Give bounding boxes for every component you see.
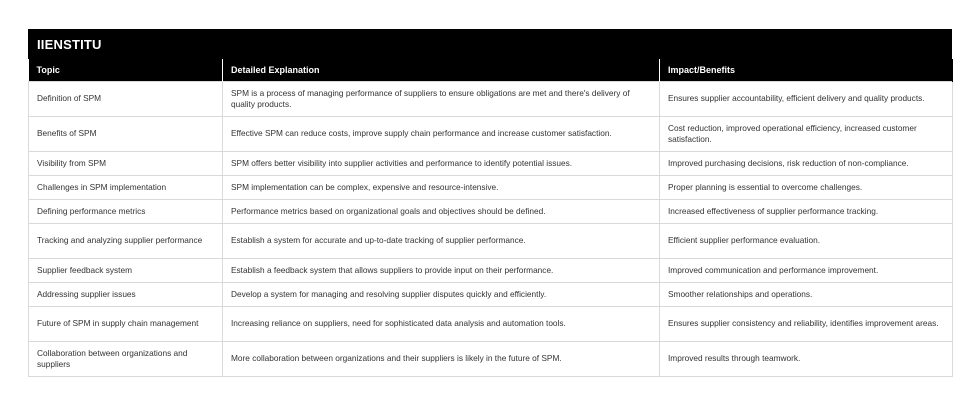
table-row xyxy=(29,152,953,176)
impact-cell: Efficient supplier performance evaluation. xyxy=(660,224,953,259)
column-header-explanation: Detailed Explanation xyxy=(223,59,660,82)
explanation-cell: Performance metrics based on organizational goals and objectives should be defined. xyxy=(223,200,660,224)
explanation-cell: Increasing reliance on suppliers, need for sophisticated data analysis and automation tools. xyxy=(223,307,660,342)
table-row xyxy=(29,224,953,259)
impact-cell: Improved results through teamwork. xyxy=(660,342,953,377)
topic-cell: Future of SPM in supply chain management xyxy=(29,307,223,342)
topic-cell: Defining performance metrics xyxy=(29,200,223,224)
explanation-cell: More collaboration between organizations and their suppliers is likely in the future of SPM. xyxy=(223,342,660,377)
explanation-cell: Effective SPM can reduce costs, improve supply chain performance and increase customer satisfaction. xyxy=(223,117,660,152)
brand-header xyxy=(28,29,952,59)
topic-cell: Visibility from SPM xyxy=(29,152,223,176)
spm-table xyxy=(28,59,953,377)
topic-cell: Addressing supplier issues xyxy=(29,283,223,307)
topic-cell: Collaboration between organizations and suppliers xyxy=(29,342,223,377)
explanation-cell: SPM offers better visibility into supplier activities and performance to identify potential issues. xyxy=(223,152,660,176)
topic-cell: Challenges in SPM implementation xyxy=(29,176,223,200)
explanation-cell: Develop a system for managing and resolving supplier disputes quickly and efficiently. xyxy=(223,283,660,307)
topic-cell: Tracking and analyzing supplier performance xyxy=(29,224,223,259)
table-row xyxy=(29,176,953,200)
table-row xyxy=(29,342,953,377)
topic-cell: Benefits of SPM xyxy=(29,117,223,152)
topic-cell: Definition of SPM xyxy=(29,82,223,117)
impact-cell: Cost reduction, improved operational efficiency, increased customer satisfaction. xyxy=(660,117,953,152)
header-row xyxy=(29,59,953,82)
brand-title: IIENSTITU xyxy=(37,36,102,52)
impact-cell: Ensures supplier consistency and reliability, identifies improvement areas. xyxy=(660,307,953,342)
table-row xyxy=(29,259,953,283)
column-header-topic: Topic xyxy=(29,59,223,82)
topic-cell: Supplier feedback system xyxy=(29,259,223,283)
explanation-cell: SPM implementation can be complex, expensive and resource-intensive. xyxy=(223,176,660,200)
impact-cell: Ensures supplier accountability, efficient delivery and quality products. xyxy=(660,82,953,117)
impact-cell: Improved purchasing decisions, risk reduction of non-compliance. xyxy=(660,152,953,176)
table-container xyxy=(28,29,952,377)
table-row xyxy=(29,117,953,152)
impact-cell: Improved communication and performance improvement. xyxy=(660,259,953,283)
table-row xyxy=(29,283,953,307)
impact-cell: Increased effectiveness of supplier performance tracking. xyxy=(660,200,953,224)
table-row xyxy=(29,82,953,117)
table-row xyxy=(29,307,953,342)
column-header-impact: Impact/Benefits xyxy=(660,59,953,82)
explanation-cell: Establish a system for accurate and up-to-date tracking of supplier performance. xyxy=(223,224,660,259)
explanation-cell: Establish a feedback system that allows suppliers to provide input on their performance. xyxy=(223,259,660,283)
explanation-cell: SPM is a process of managing performance of suppliers to ensure obligations are met and there's delivery of quality products. xyxy=(223,82,660,117)
impact-cell: Smoother relationships and operations. xyxy=(660,283,953,307)
impact-cell: Proper planning is essential to overcome challenges. xyxy=(660,176,953,200)
table-row xyxy=(29,200,953,224)
